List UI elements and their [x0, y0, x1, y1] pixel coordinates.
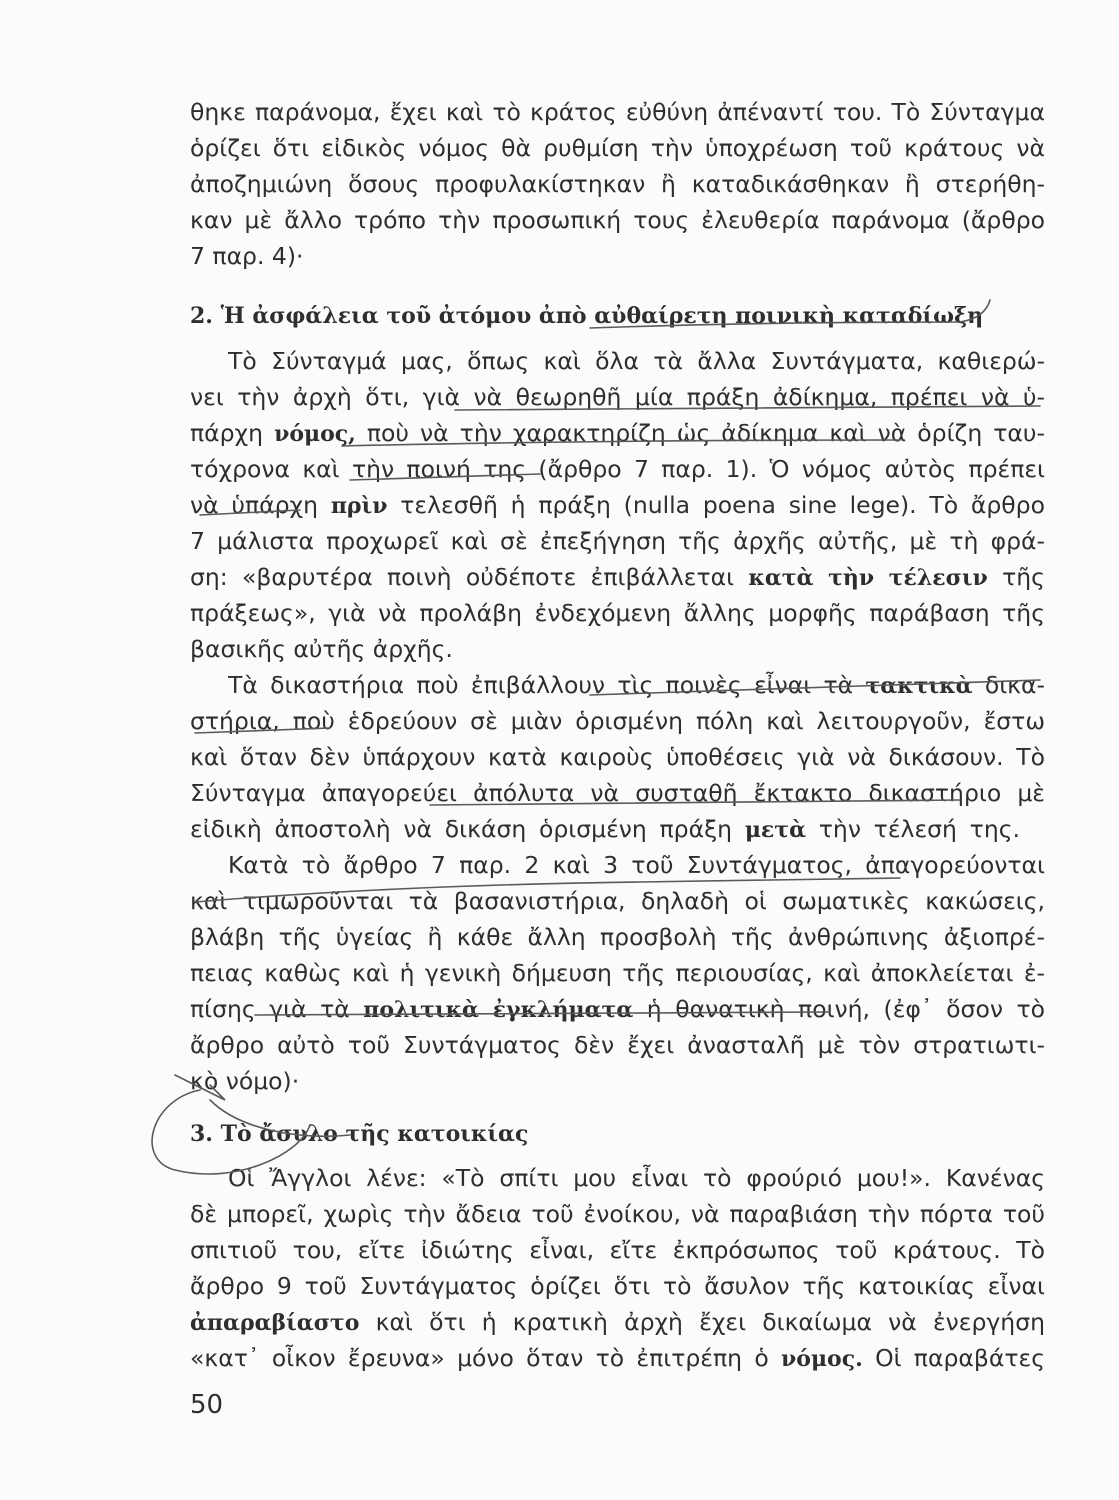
text-line — [190, 417, 1045, 449]
text-line — [190, 489, 1045, 521]
text-line: 7 παρ. 4)· — [190, 242, 304, 270]
text-span: ἡ θανατικὴ ποινή, (ἐφ᾽ ὅσον τὸ — [646, 995, 1045, 1023]
text-line: καὶ τιμωροῦνται τὰ βασανιστήρια, δηλαδὴ οἱ σωματικὲς κακώσεις, — [190, 887, 1045, 915]
text-line: σπιτιοῦ του, εἴτε ἰδιώτης εἶναι, εἴτε ἐκπρόσωπος τοῦ κράτους. Τὸ — [190, 1236, 1045, 1264]
text-span: νὰ ὑπάρχη — [190, 491, 319, 519]
page-number: 50 — [190, 1390, 224, 1420]
text-span: «κατ᾽ οἶκον ἔρευνα» μόνο ὅταν τὸ ἐπιτρέπη ὁ — [190, 1344, 769, 1372]
text-line: στήρια, ποὺ ἑδρεύουν σὲ μιὰν ὁρισμένη πόλη καὶ λειτουργοῦν, ἔστω — [190, 707, 1045, 735]
section-heading: 3. Τὸ ἄσυλο τῆς κατοικίας — [190, 1121, 529, 1147]
text-span: πίσης γιὰ τὰ — [190, 995, 350, 1023]
bold-term: νόμος. — [781, 1346, 863, 1372]
text-line — [190, 993, 1045, 1025]
bold-term: ἀπαραβίαστο — [190, 1310, 360, 1336]
bold-term: νόμος, — [274, 421, 356, 447]
bold-term: πρὶν — [330, 493, 388, 519]
text-line: ἄρθρο αὐτὸ τοῦ Συντάγματος δὲν ἔχει ἀνασταλῆ μὲ τὸν στρατιωτι- — [190, 1031, 1045, 1059]
text-span: εἰδικὴ ἀποστολὴ νὰ δικάση ὁρισμένη πράξη — [190, 815, 733, 843]
text-span: καὶ ὅτι ἡ κρατικὴ ἀρχὴ ἔχει δικαίωμα νὰ ἐνεργήση — [375, 1308, 1045, 1336]
text-line: τόχρονα καὶ τὴν ποινή της (ἄρθρο 7 παρ. 1). Ὁ νόμος αὐτὸς πρέπει — [190, 455, 1045, 483]
text-line: πράξεως», γιὰ νὰ προλάβη ἐνδεχόμενη ἄλλης μορφῆς παράβαση τῆς — [190, 599, 1045, 627]
text-line: βλάβη τῆς ὑγείας ἢ κάθε ἄλλη προσβολὴ τῆς ἀνθρώπινης ἀξιοπρέ- — [190, 923, 1045, 951]
text-line: ἄρθρο 9 τοῦ Συντάγματος ὁρίζει ὅτι τὸ ἄσυλον τῆς κατοικίας εἶναι — [190, 1272, 1045, 1300]
section-heading: 2. Ἡ ἀσφάλεια τοῦ ἀτόμου ἀπὸ αὐθαίρετη ποινικὴ καταδίωξη — [190, 303, 984, 329]
text-line — [190, 1342, 1045, 1374]
text-line: Τὸ Σύνταγμά μας, ὅπως καὶ ὅλα τὰ ἄλλα Συντάγματα, καθιερώ- — [228, 347, 1045, 375]
text-line: Οἱ Ἄγγλοι λένε: «Τὸ σπίτι μου εἶναι τὸ φρούριό μου!». Κανένας — [228, 1164, 1045, 1192]
text-line: Κατὰ τὸ ἄρθρο 7 παρ. 2 καὶ 3 τοῦ Συντάγματος, ἀπαγορεύονται — [228, 851, 1045, 879]
text-line: κὸ νόμο)· — [190, 1067, 300, 1095]
text-span: Τὰ δικαστήρια ποὺ ἐπιβάλλουν τὶς ποινὲς εἶναι τὰ — [228, 671, 854, 699]
text-span: τὴν τέλεσή της. — [818, 815, 1020, 843]
text-line: θηκε παράνομα, ἔχει καὶ τὸ κράτος εὐθύνη ἀπέναντί του. Τὸ Σύνταγμα — [190, 98, 1045, 126]
bold-term: τακτικὰ — [865, 673, 973, 699]
text-line — [190, 561, 1045, 593]
text-line: νει τὴν ἀρχὴ ὅτι, γιὰ νὰ θεωρηθῆ μία πράξη ἀδίκημα, πρέπει νὰ ὑ- — [190, 383, 1045, 411]
text-span: τελεσθῆ ἡ πράξη (nulla poena sine lege). Τὸ ἄρθρο — [400, 491, 1045, 519]
text-line: Σύνταγμα ἀπαγορεύει ἀπόλυτα νὰ συσταθῆ ἔκτακτο δικαστήριο μὲ — [190, 779, 1045, 807]
text-line: δὲ μπορεῖ, χωρὶς τὴν ἄδεια τοῦ ἐνοίκου, νὰ παραβιάση τὴν πόρτα τοῦ — [190, 1200, 1045, 1228]
text-line — [190, 813, 1020, 845]
text-span: τῆς — [1002, 563, 1045, 591]
text-span: ση: «βαρυτέρα ποινὴ οὐδέποτε ἐπιβάλλεται — [190, 563, 735, 591]
text-line — [228, 669, 1045, 701]
text-line: καὶ ὅταν δὲν ὑπάρχουν κατὰ καιροὺς ὑποθέσεις γιὰ νὰ δικάσουν. Τὸ — [190, 743, 1045, 771]
text-line: βασικῆς αὐτῆς ἀρχῆς. — [190, 635, 453, 663]
text-line: πειας καθὼς καὶ ἡ γενικὴ δήμευση τῆς περιουσίας, καὶ ἀποκλείεται ἐ- — [190, 959, 1045, 987]
text-line: ὁρίζει ὅτι εἰδικὸς νόμος θὰ ρυθμίση τὴν ὑποχρέωση τοῦ κράτους νὰ — [190, 134, 1045, 162]
bold-term: πολιτικὰ ἐγκλήματα — [363, 997, 634, 1023]
bold-term: κατὰ τὴν τέλεσιν — [748, 565, 988, 591]
text-line: ἀποζημιώνη ὅσους προφυλακίστηκαν ἢ καταδικάσθηκαν ἢ στερήθη- — [190, 170, 1045, 198]
text-line: 7 μάλιστα προχωρεῖ καὶ σὲ ἐπεξήγηση τῆς ἀρχῆς αὐτῆς, μὲ τὴ φρά- — [190, 527, 1045, 555]
text-span: πάρχη — [190, 419, 264, 447]
text-span: Οἱ παραβάτες — [875, 1344, 1045, 1372]
text-line: καν μὲ ἄλλο τρόπο τὴν προσωπική τους ἐλευθερία παράνομα (ἄρθρο — [190, 206, 1045, 234]
text-span: ποὺ νὰ τὴν χαρακτηρίζη ὡς ἀδίκημα καὶ νὰ ὁρίζη ταυ- — [366, 419, 1045, 447]
text-line — [190, 1306, 1045, 1338]
text-span: δικα- — [984, 671, 1045, 699]
bold-term: μετὰ — [744, 817, 807, 843]
